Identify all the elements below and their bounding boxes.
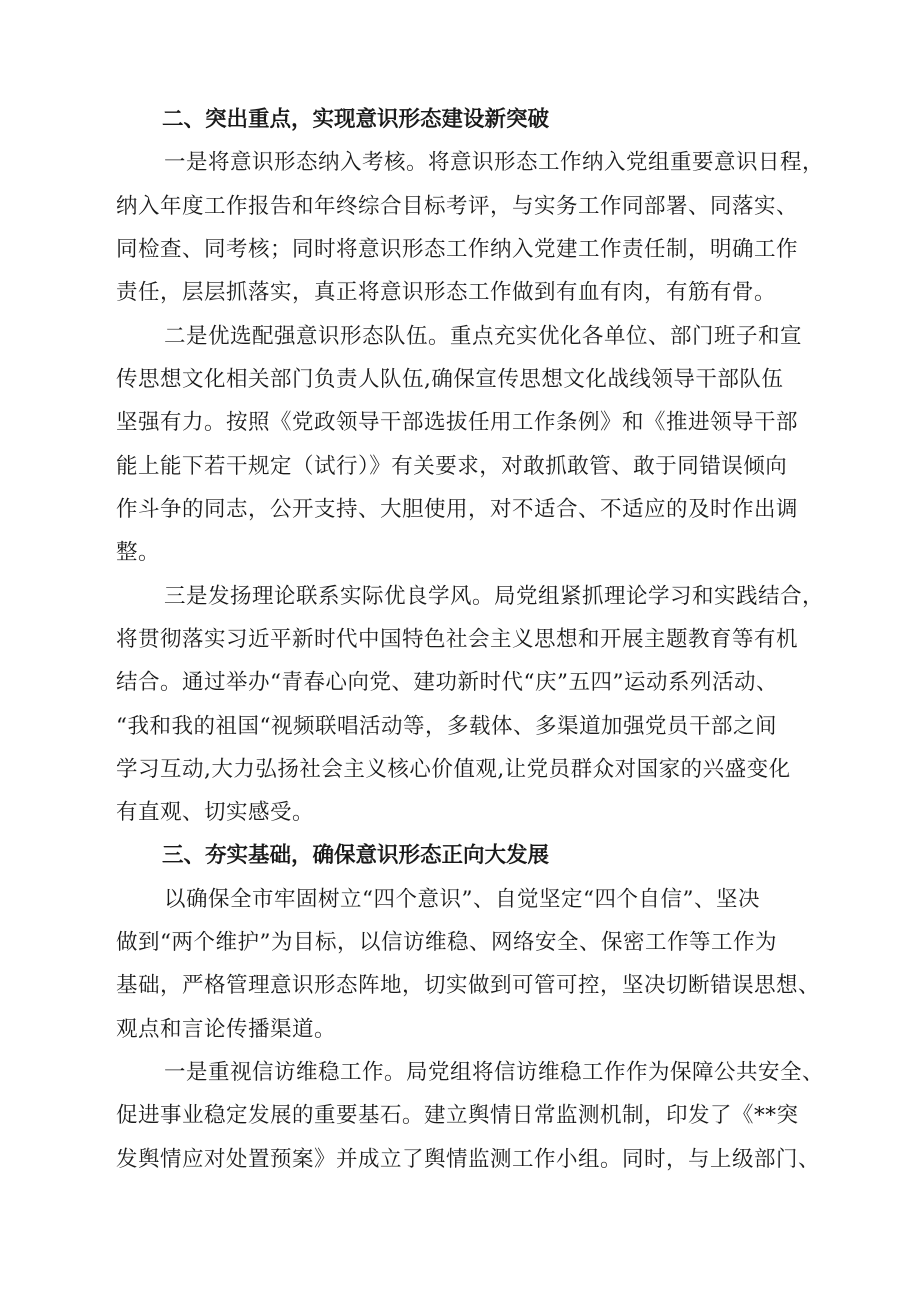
paragraph-line: 同检查、同考核；同时将意识形态工作纳入党建工作责任制，明确工作 [116,237,799,262]
paragraph-line: 作斗争的同志，公开支持、大胆使用，对不适合、不适应的及时作出调 [116,497,799,522]
paragraph-line: 二是优选配强意识形态队伍。重点充实优化各单位、部门班子和宣 [164,324,803,349]
paragraph-line: 做到“两个维护”为目标，以信访维稳、网络安全、保密工作等工作为 [116,930,777,955]
paragraph-line: “我和我的祖国“视频联唱活动等，多载体、多渠道加强党员干部之间 [116,714,777,739]
section-heading-3: 三、夯实基础，确保意识形态正向大发展 [162,843,550,868]
paragraph-line: 纳入年度工作报告和年终综合目标考评，与实务工作同部署、同落实、 [116,194,799,219]
paragraph-line: 以确保全市牢固树立“四个意识”、自觉坚定“四个自信”、坚决 [164,887,760,912]
paragraph-line: 一是重视信访维稳工作。局党组将信访维稳工作作为保障公共安全、 [164,1060,825,1085]
paragraph-line: 将贯彻落实习近平新时代中国特色社会主义思想和开展主题教育等有机 [116,627,799,652]
paragraph-line: 结合。通过举办“青春心向党、建功新时代“庆”五四”运动系列活动、 [116,670,778,695]
paragraph-line: 基础，严格管理意识形态阵地，切实做到可管可控，坚决切断错误思想、 [116,973,821,998]
paragraph-line: 有直观、切实感受。 [116,800,315,825]
paragraph-line: 促进事业稳定发展的重要基石。建立舆情日常监测机制，印发了《**突 [116,1103,799,1128]
paragraph-line: 整。 [116,540,161,565]
paragraph-line: 传思想文化相关部门负责人队伍,确保宣传思想文化战线领导干部队伍 [116,367,784,392]
paragraph-line: 能上能下若干规定（试行）》有关要求，对敢抓敢管、敢于同错误倾向 [116,454,788,479]
section-heading-2: 二、突出重点，实现意识形态建设新突破 [162,107,550,132]
paragraph-line: 一是将意识形态纳入考核。将意识形态工作纳入党组重要意识日程， [164,150,825,175]
paragraph-line: 责任，层层抓落实，真正将意识形态工作做到有血有肉，有筋有骨。 [116,280,777,305]
paragraph-line: 坚强有力。按照《党政领导干部选拔任用工作条例》和《推进领导干部 [116,410,799,435]
paragraph-line: 学习互动,大力弘扬社会主义核心价值观,让党员群众对国家的兴盛变化 [116,757,791,782]
paragraph-line: 三是发扬理论联系实际优良学风。局党组紧抓理论学习和实践结合， [164,584,825,609]
paragraph-line: 发舆情应对处置预案》并成立了舆情监测工作小组。同时，与上级部门、 [116,1147,821,1172]
paragraph-line: 观点和言论传播渠道。 [116,1017,337,1042]
